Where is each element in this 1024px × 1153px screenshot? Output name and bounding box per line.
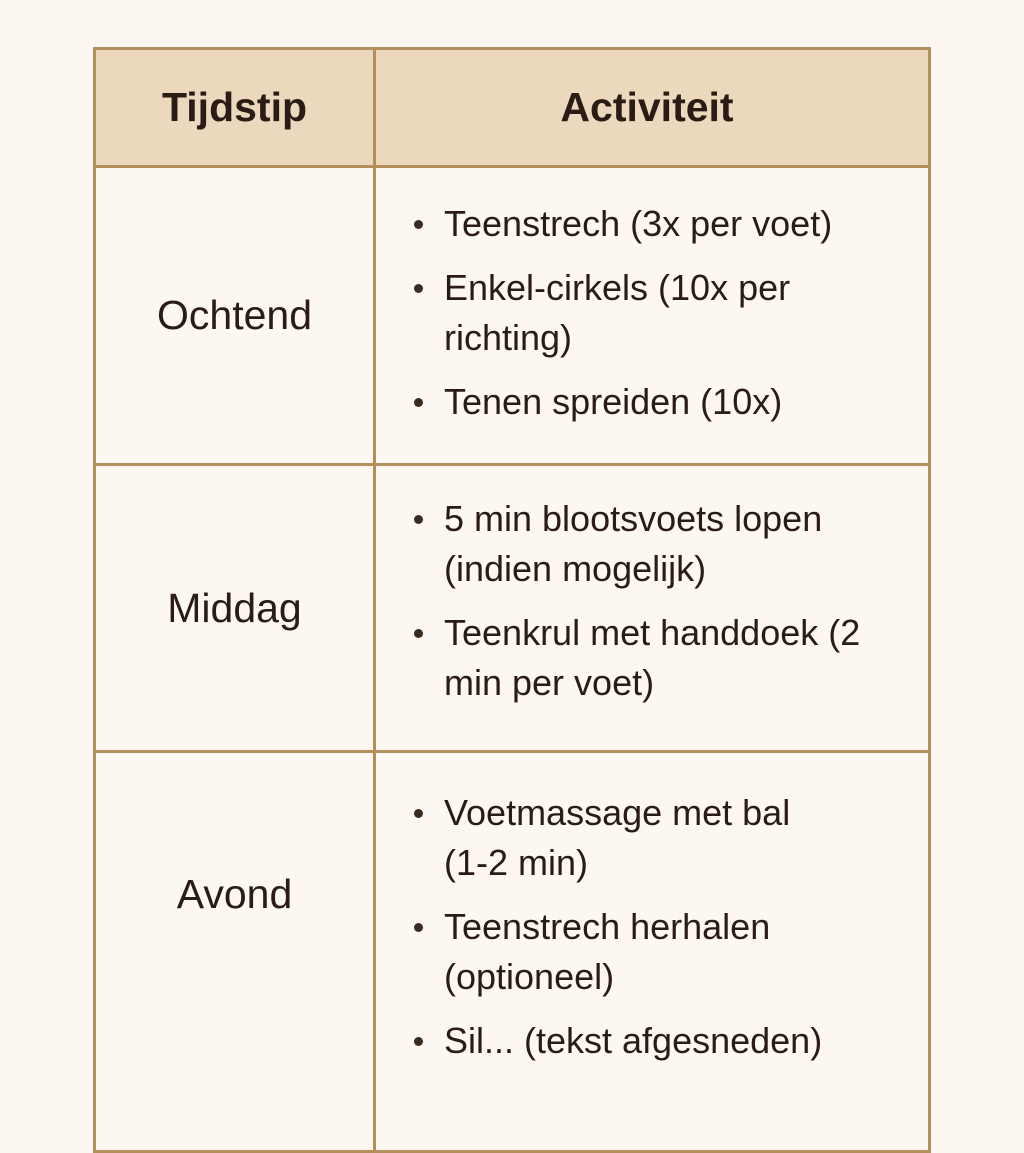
activity-cell — [376, 168, 928, 463]
table-header-row — [96, 50, 928, 165]
list-item: Sil... (tekst afgesneden) — [412, 1016, 824, 1066]
table-row — [96, 165, 928, 463]
header-activity: Activiteit — [560, 84, 734, 130]
activity-cell — [376, 753, 928, 1150]
list-item: Enkel-cirkels (10x per richting) — [412, 263, 864, 363]
list-item: Voetmassage met bal (1-2 min) — [412, 788, 824, 888]
exercise-schedule-table — [93, 47, 931, 1153]
list-item: Teenstrech herhalen (optioneel) — [412, 902, 824, 1002]
header-time: Tijdstip — [96, 50, 376, 165]
list-item: Teenstrech (3x per voet) — [412, 199, 864, 249]
table-row — [96, 463, 928, 750]
list-item: 5 min blootsvoets lopen (indien mogelijk) — [412, 494, 864, 594]
activity-list — [412, 199, 864, 441]
list-item: Tenen spreiden (10x) — [412, 377, 864, 427]
time-cell: Avond — [96, 753, 376, 1150]
time-cell: Ochtend — [96, 168, 376, 463]
activity-cell — [376, 466, 928, 750]
activity-list — [412, 494, 864, 722]
time-cell: Middag — [96, 466, 376, 750]
table-row — [96, 750, 928, 1150]
list-item: Teenkrul met handdoek (2 min per voet) — [412, 608, 864, 708]
activity-list — [412, 788, 824, 1080]
